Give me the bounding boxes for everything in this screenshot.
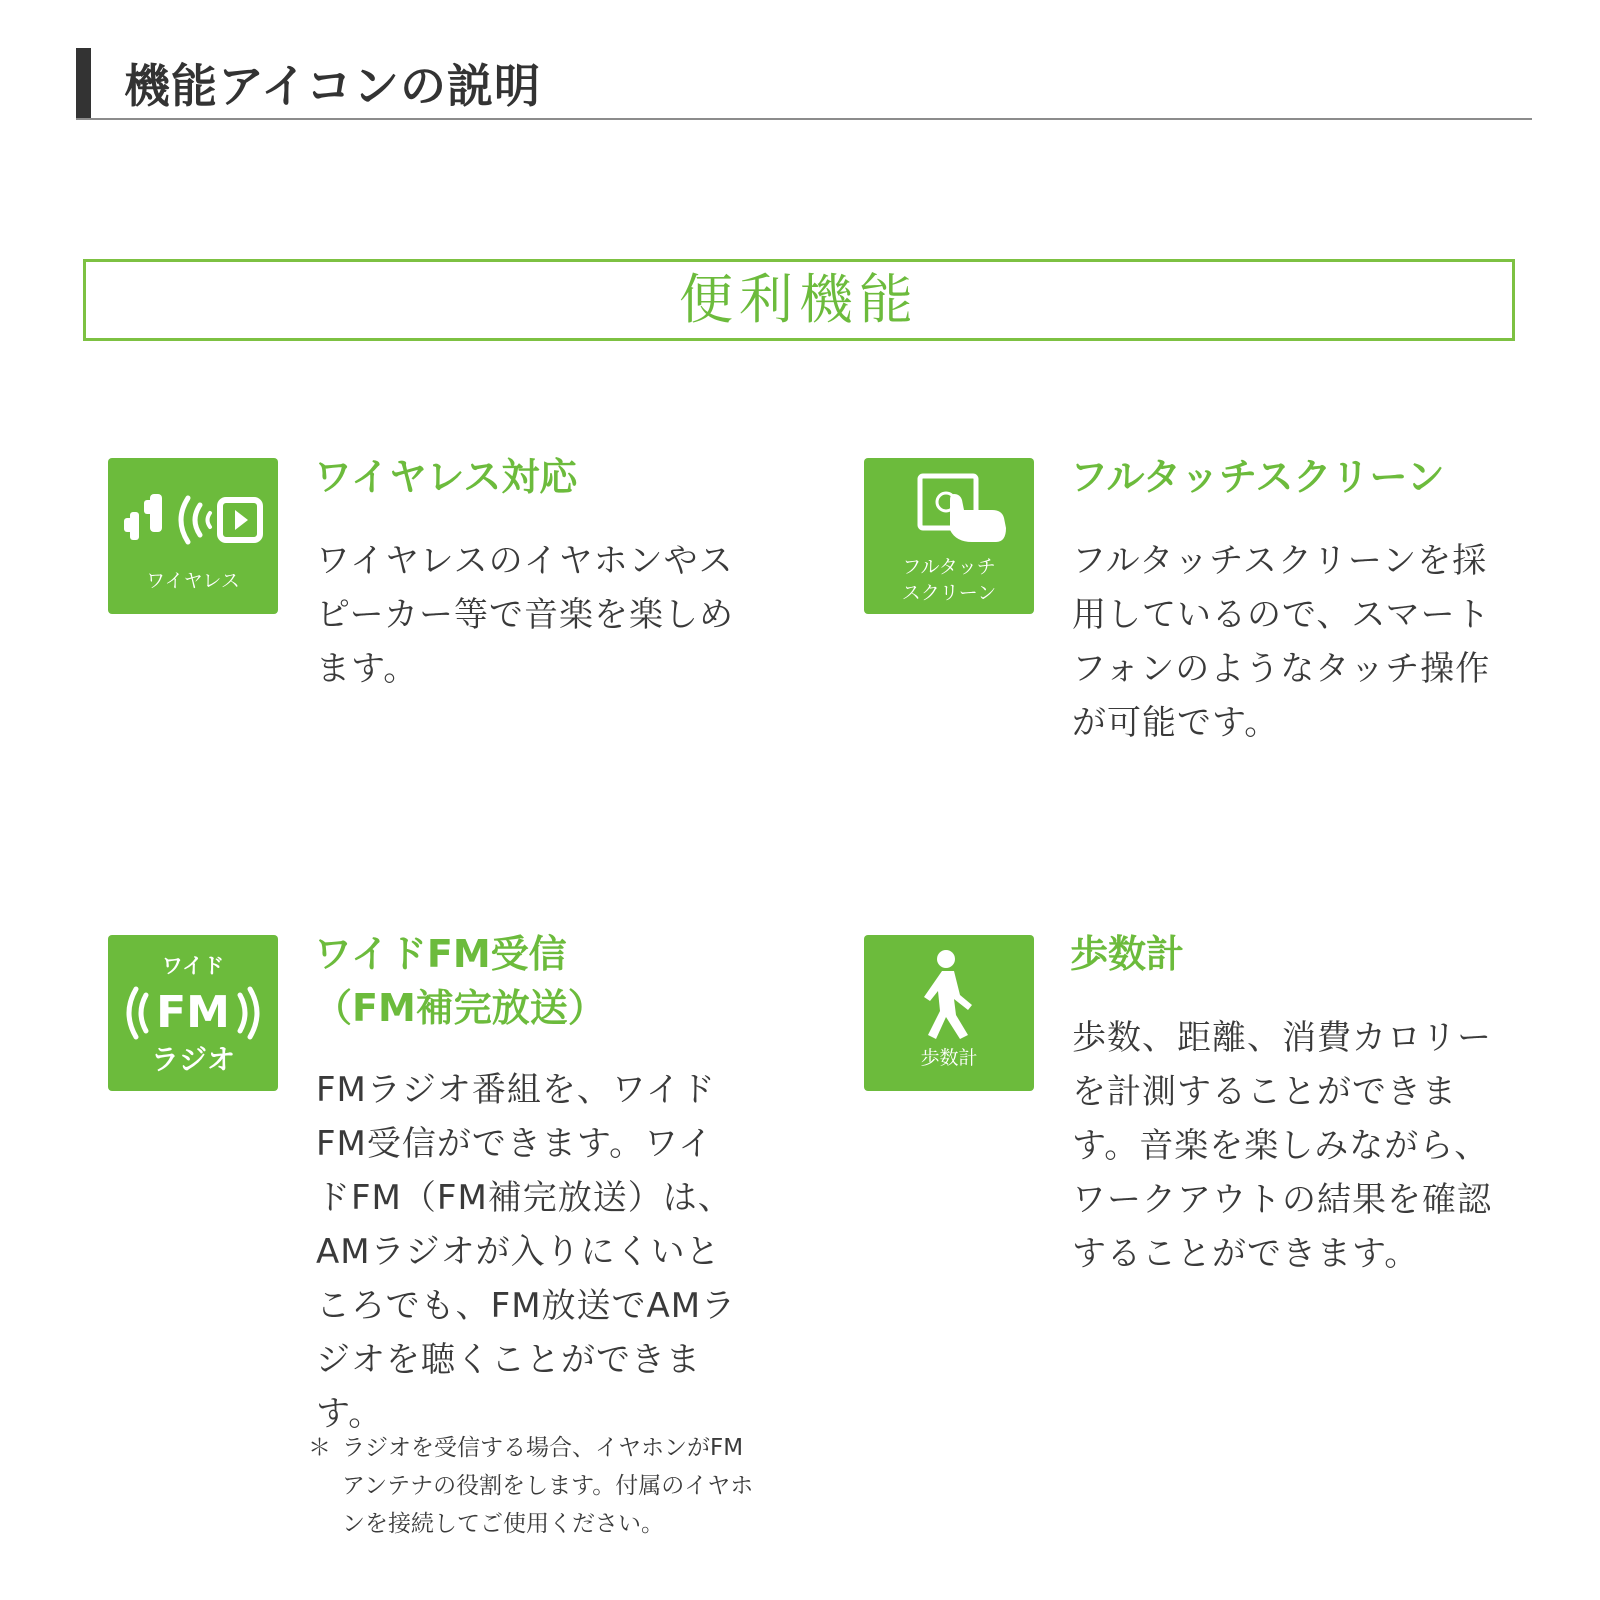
pedometer-icon [864, 935, 1034, 1091]
feature-title: 歩数計 [1070, 932, 1185, 976]
feature-description: FMラジオ番組を、ワイドFM受信ができます。ワイドFM（FM補完放送）は、AMラジオが入りにくいところでも、FM放送でAMラジオを聴くことができます。 [316, 1070, 737, 1434]
page-title: 機能アイコンの説明 [124, 59, 542, 113]
note-text: ラジオを受信する場合、イヤホンがFMアンテナの役割をします。付属のイヤホンを接続してご使用ください。 [342, 1435, 754, 1537]
pedometer-icon-label: 歩数計 [920, 1047, 978, 1069]
touchscreen-icon [864, 458, 1034, 614]
wireless-icon-label: ワイヤレス [146, 570, 240, 592]
section-banner [83, 259, 1515, 341]
page-header [76, 46, 1532, 120]
wide-fm-radio-icon [108, 935, 278, 1091]
feature-description: フルタッチスクリーンを採用しているので、スマートフォンのようなタッチ操作が可能です。 [1072, 541, 1491, 743]
feature-title: フルタッチスクリーン [1070, 455, 1445, 499]
note-mark: ＊ [308, 1435, 331, 1461]
touchscreen-icon-label: フルタッチ スクリーン [901, 556, 997, 604]
feature-title: ワイヤレス対応 [314, 455, 578, 499]
feature-title: ワイドFM受信 （FM補完放送） [314, 932, 606, 1030]
feature-note [308, 1429, 758, 1543]
wireless-icon [108, 458, 278, 614]
section-title: 便利機能 [679, 268, 919, 331]
header-accent-bar [76, 48, 91, 118]
feature-description: 歩数、距離、消費カロリーを計測することができます。音楽を楽しみながら、ワークアウトの結果を確認することができます。 [1072, 1018, 1492, 1274]
fm-icon-label-top: ワイド [161, 954, 225, 978]
fm-icon-label-main: FM [156, 987, 230, 1038]
fm-icon-label-bottom: ラジオ [150, 1043, 235, 1076]
feature-description: ワイヤレスのイヤホンやスピーカー等で音楽を楽しめます。 [316, 541, 734, 689]
